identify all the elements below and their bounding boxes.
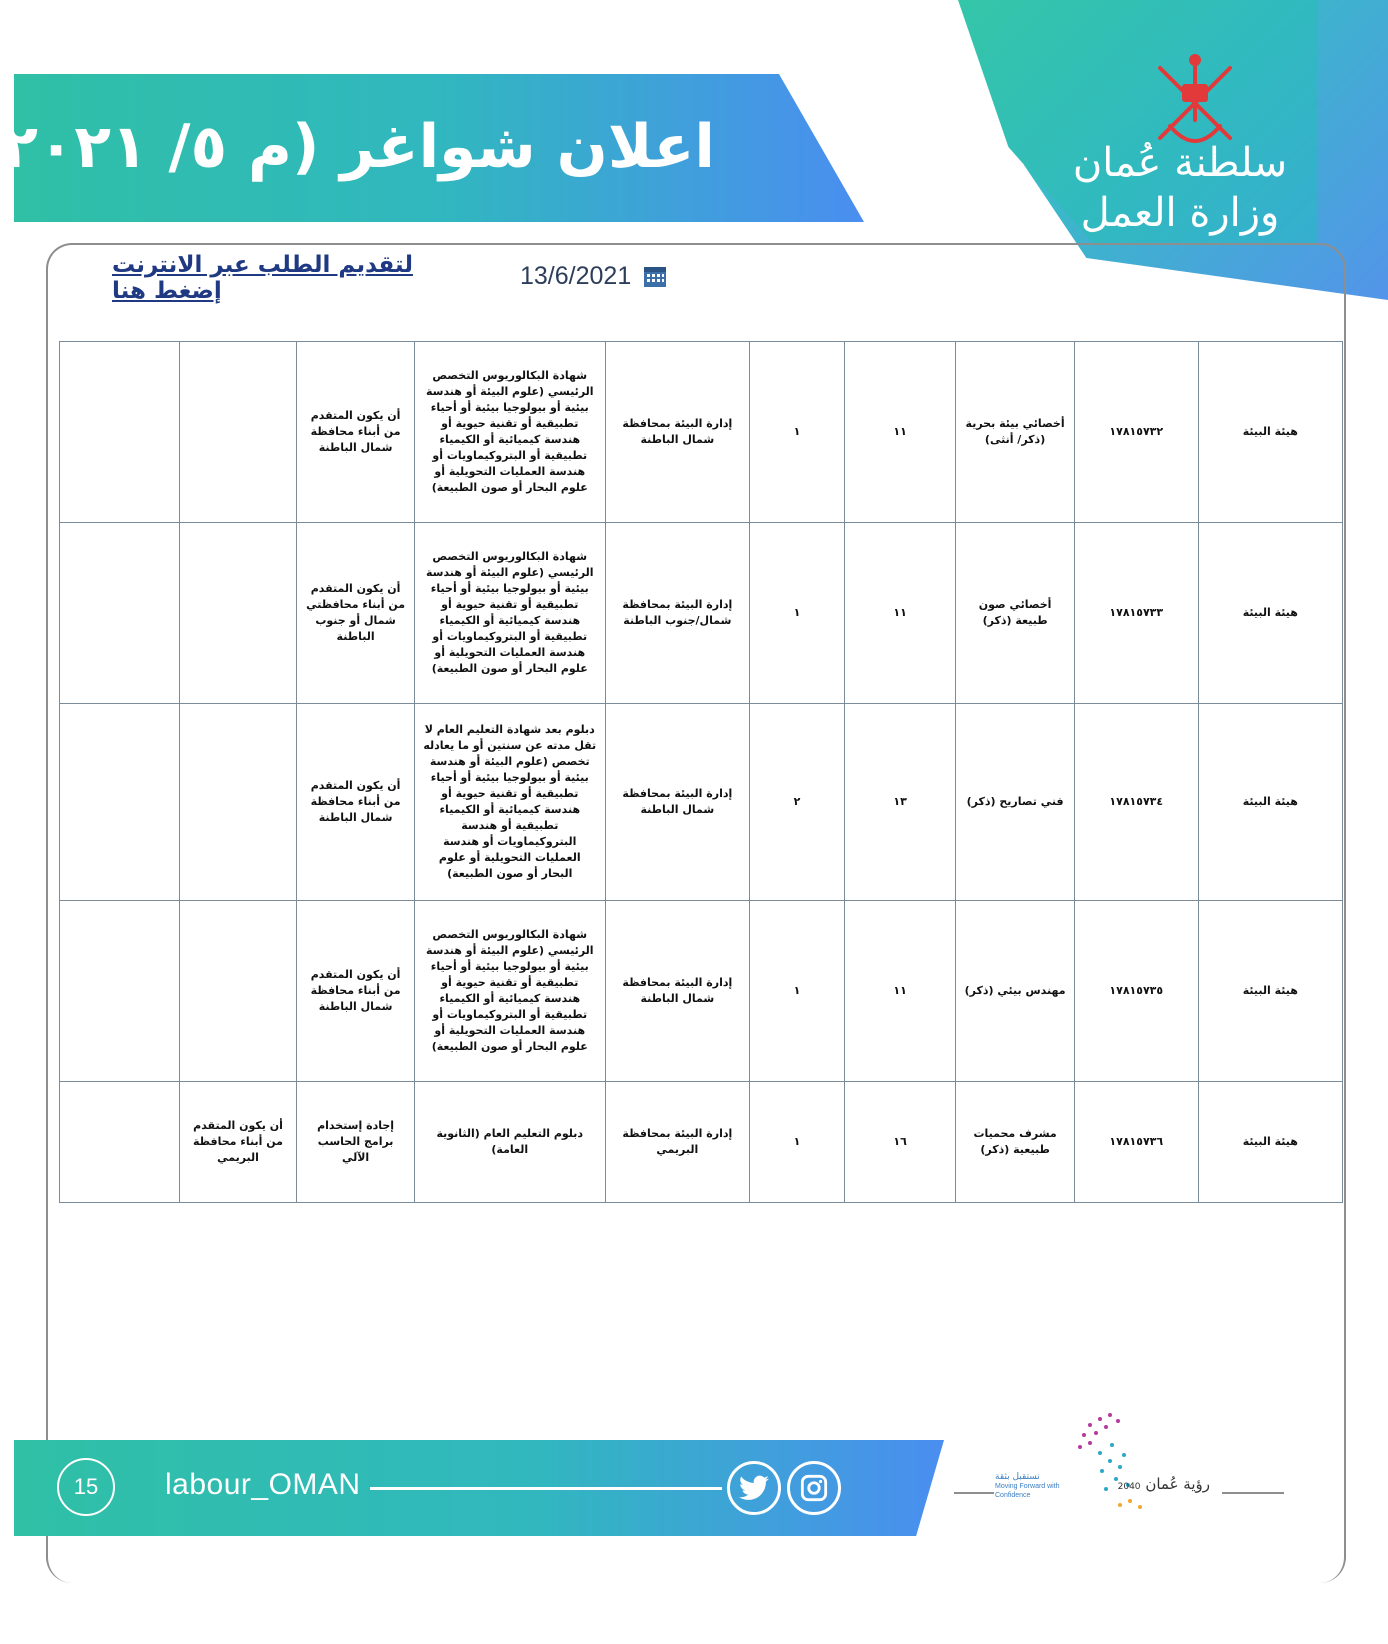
vision-label xyxy=(1110,1475,1210,1493)
extra-cell xyxy=(60,901,180,1082)
qualification-cell: شهادة البكالوريوس التخصص الرئيسي (علوم البيئة أو هندسة بيئية أو بيولوجيا بيئية أو أحياء تطبيقية أو تقنية حيوية أو هندسة كيميائية أو الكيمياء تطبيقية أو البتروكيماويات أو هندسة العمليات التحويلية أو علوم البحار أو صون الطبيعة) xyxy=(414,523,605,704)
table-row xyxy=(60,1082,1343,1203)
date-row xyxy=(520,258,667,294)
condition-cell: أن يكون المتقدم من أبناء محافظة شمال الباطنة xyxy=(297,901,415,1082)
code-cell: ١٧٨١٥٧٣٤ xyxy=(1074,704,1198,901)
entity-cell: هيئة البيئة xyxy=(1198,704,1342,901)
count-cell: ١ xyxy=(750,901,845,1082)
condition2-cell: أن يكون المتقدم من أبناء محافظة البريمي xyxy=(179,1082,297,1203)
count-cell: ٢ xyxy=(750,704,845,901)
extra-cell xyxy=(60,1082,180,1203)
instagram-icon xyxy=(800,1474,828,1502)
moving-forward-ar: نستقبل بثقة xyxy=(995,1472,1040,1482)
grade-cell: ١١ xyxy=(844,342,955,523)
extra-cell xyxy=(60,342,180,523)
condition2-cell xyxy=(179,523,297,704)
table-row xyxy=(60,704,1343,901)
location-cell: إدارة البيئة بمحافظة شمال الباطنة xyxy=(605,704,749,901)
calendar-icon xyxy=(643,264,667,288)
table-row xyxy=(60,901,1343,1082)
qualification-cell: شهادة البكالوريوس التخصص الرئيسي (علوم البيئة أو هندسة بيئية أو بيولوجيا بيئية أو أحياء تطبيقية أو تقنية حيوية أو هندسة كيميائية أو الكيمياء تطبيقية أو البتروكيماويات أو هندسة العمليات التحويلية أو علوم البحار أو صون الطبيعة) xyxy=(414,901,605,1082)
instagram-button[interactable] xyxy=(787,1461,841,1515)
count-cell: ١ xyxy=(750,342,845,523)
qualification-cell: دبلوم بعد شهادة التعليم العام لا تقل مدته عن سنتين أو ما يعادله تخصص (علوم البيئة أو هندسة بيئية أو بيولوجيا بيئية أو أحياء تطبيقية أو تقنية حيوية أو هندسة كيميائية أو الكيمياء تطبيقية أو هندسة البتروكيماويات أو هندسة العمليات التحويلية أو علوم البحار أو صون الطبيعة) xyxy=(414,704,605,901)
location-cell: إدارة البيئة بمحافظة شمال/جنوب الباطنة xyxy=(605,523,749,704)
grade-cell: ١١ xyxy=(844,901,955,1082)
social-handle: labour_OMAN xyxy=(165,1468,361,1501)
table-row xyxy=(60,342,1343,523)
entity-cell: هيئة البيئة xyxy=(1198,342,1342,523)
title-cell: أخصائي صون طبيعة (ذكر) xyxy=(956,523,1075,704)
page-title: اعلان شواغر (م ٥/ ٢٠٢١ xyxy=(1,112,715,182)
condition2-cell xyxy=(179,901,297,1082)
twitter-icon xyxy=(739,1475,769,1501)
condition-cell: أن يكون المتقدم من أبناء محافظة شمال الباطنة xyxy=(297,342,415,523)
twitter-button[interactable] xyxy=(727,1461,781,1515)
entity-cell: هيئة البيئة xyxy=(1198,1082,1342,1203)
entity-cell: هيئة البيئة xyxy=(1198,523,1342,704)
condition-cell: أن يكون المتقدم من أبناء محافظة شمال الباطنة xyxy=(297,704,415,901)
page-number: 15 xyxy=(57,1458,115,1516)
footer-rule-right xyxy=(1222,1492,1284,1494)
count-cell: ١ xyxy=(750,523,845,704)
condition-cell: أن يكون المتقدم من أبناء محافظتي شمال أو جنوب الباطنة xyxy=(297,523,415,704)
location-cell: إدارة البيئة بمحافظة شمال الباطنة xyxy=(605,342,749,523)
vacancies-table xyxy=(59,341,1343,1203)
extra-cell xyxy=(60,523,180,704)
vision-label-text: رؤية عُمان xyxy=(1145,1475,1210,1493)
code-cell: ١٧٨١٥٧٣٣ xyxy=(1074,523,1198,704)
code-cell: ١٧٨١٥٧٣٥ xyxy=(1074,901,1198,1082)
count-cell: ١ xyxy=(750,1082,845,1203)
qualification-cell: دبلوم التعليم العام (الثانوية العامة) xyxy=(414,1082,605,1203)
code-cell: ١٧٨١٥٧٣٦ xyxy=(1074,1082,1198,1203)
extra-cell xyxy=(60,704,180,901)
moving-forward-en: Moving Forward with Confidence xyxy=(995,1483,1060,1500)
location-cell: إدارة البيئة بمحافظة البريمي xyxy=(605,1082,749,1203)
announcement-date: 13/6/2021 xyxy=(520,261,632,290)
grade-cell: ١٦ xyxy=(844,1082,955,1203)
footer-rule-left xyxy=(954,1492,994,1494)
footer-divider xyxy=(370,1487,722,1490)
qualification-cell: شهادة البكالوريوس التخصص الرئيسي (علوم البيئة أو هندسة بيئية أو بيولوجيا بيئية أو أحياء تطبيقية أو تقنية حيوية أو هندسة كيميائية أو الكيمياء تطبيقية أو البتروكيماويات أو هندسة العمليات التحويلية أو علوم البحار أو صون الطبيعة) xyxy=(414,342,605,523)
location-cell: إدارة البيئة بمحافظة شمال الباطنة xyxy=(605,901,749,1082)
apply-online-link[interactable]: لتقديم الطلب عبر الانترنت إضغط هنا xyxy=(112,252,413,304)
vision-year: 2040 xyxy=(1117,1482,1141,1492)
title-cell: فني تصاريح (ذكر) xyxy=(956,704,1075,901)
org-name-line1: سلطنة عُمان xyxy=(1072,140,1288,186)
vision-2040-logo-icon xyxy=(1040,1405,1220,1535)
grade-cell: ١٣ xyxy=(844,704,955,901)
condition2-cell xyxy=(179,342,297,523)
org-name-line2: وزارة العمل xyxy=(1080,190,1280,236)
code-cell: ١٧٨١٥٧٣٢ xyxy=(1074,342,1198,523)
title-cell: مهندس بيئي (ذكر) xyxy=(956,901,1075,1082)
title-cell: أخصائي بيئة بحرية (ذكر/ أنثى) xyxy=(956,342,1075,523)
condition-cell: إجادة إستخدام برامج الحاسب الآلي xyxy=(297,1082,415,1203)
table-row xyxy=(60,523,1343,704)
grade-cell: ١١ xyxy=(844,523,955,704)
condition2-cell xyxy=(179,704,297,901)
entity-cell: هيئة البيئة xyxy=(1198,901,1342,1082)
title-cell: مشرف محميات طبيعية (ذكر) xyxy=(956,1082,1075,1203)
